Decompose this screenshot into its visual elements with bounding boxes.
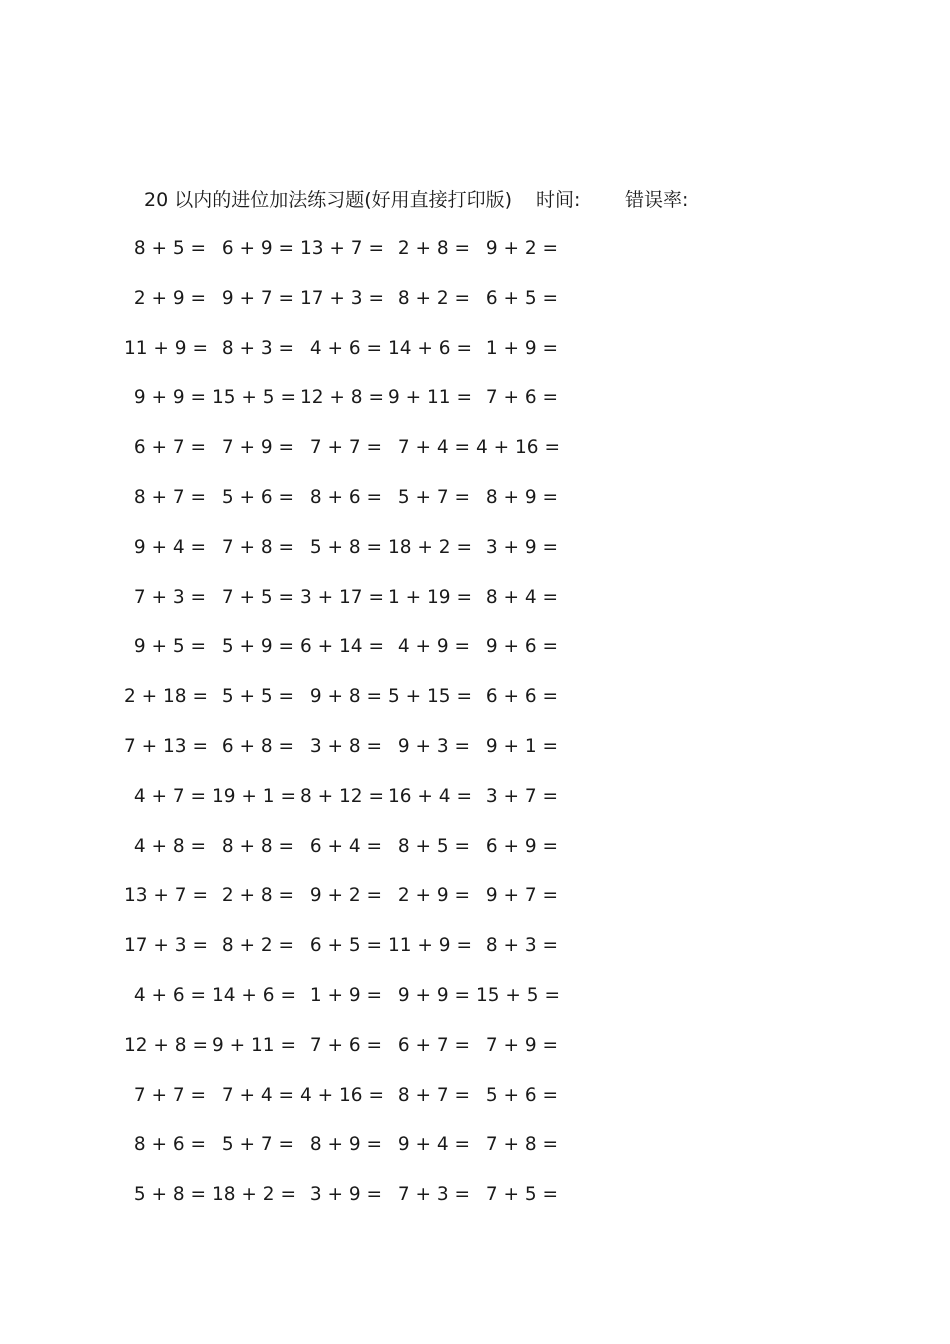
addition-problem: 5 + 7 = [221, 1134, 294, 1156]
addition-problem: 7 + 3 = [133, 586, 206, 608]
problem-row [133, 235, 604, 285]
addition-problem: 8 + 5 = [133, 238, 206, 259]
addition-problem: 12 + 8 = [124, 1034, 208, 1056]
addition-problem: 5 + 7 = [397, 486, 470, 508]
addition-problem: 4 + 9 = [397, 636, 470, 658]
addition-problem: 16 + 4 = [388, 785, 472, 807]
addition-problem: 4 + 6 = [133, 984, 206, 1006]
addition-problem: 7 + 3 = [397, 1184, 470, 1206]
addition-problem: 17 + 3 = [124, 935, 208, 957]
addition-problem: 9 + 11 = [212, 1034, 296, 1056]
addition-problem: 8 + 7 = [133, 486, 206, 508]
addition-problem: 9 + 6 = [485, 636, 558, 658]
problem-row [124, 683, 604, 733]
error-rate-label: 错误率: [625, 189, 689, 211]
addition-problem: 9 + 4 = [133, 536, 206, 558]
addition-problem: 6 + 9 = [485, 835, 558, 857]
problem-row [133, 1181, 604, 1231]
addition-problem: 9 + 1 = [485, 735, 558, 757]
addition-problem: 7 + 8 = [485, 1134, 558, 1156]
addition-problem: 8 + 4 = [485, 586, 558, 608]
addition-problem: 8 + 2 = [221, 935, 294, 957]
addition-problem: 9 + 2 = [309, 885, 382, 907]
addition-problem: 9 + 2 = [485, 238, 558, 259]
addition-problem: 4 + 16 = [476, 437, 560, 459]
addition-problem: 7 + 7 = [133, 1084, 206, 1106]
addition-problem: 2 + 8 = [397, 238, 470, 259]
problem-row [133, 434, 604, 484]
addition-problem: 12 + 8 = [300, 387, 384, 409]
worksheet-header [144, 186, 764, 214]
addition-problem: 15 + 5 = [476, 984, 560, 1006]
addition-problem: 5 + 15 = [388, 686, 472, 708]
problem-row [124, 335, 604, 385]
problem-row [133, 285, 604, 335]
addition-problem: 8 + 3 = [485, 935, 558, 957]
problem-row [133, 384, 604, 434]
addition-problem: 3 + 17 = [300, 586, 384, 608]
addition-problem: 7 + 5 = [221, 586, 294, 608]
addition-problem: 6 + 8 = [221, 735, 294, 757]
problem-row [124, 932, 604, 982]
addition-problem: 8 + 7 = [397, 1084, 470, 1106]
addition-problem: 4 + 8 = [133, 835, 206, 857]
addition-problem: 6 + 5 = [309, 935, 382, 957]
addition-problem: 7 + 9 = [221, 437, 294, 459]
addition-problem: 9 + 7 = [221, 287, 294, 309]
addition-problem: 5 + 5 = [221, 686, 294, 708]
addition-problem: 9 + 11 = [388, 387, 472, 409]
worksheet-title: 20 以内的进位加法练习题(好用直接打印版) [144, 189, 513, 211]
addition-problem: 18 + 2 = [388, 536, 472, 558]
addition-problem: 8 + 2 = [397, 287, 470, 309]
addition-problem: 19 + 1 = [212, 785, 296, 807]
addition-problem: 1 + 9 = [485, 337, 558, 359]
addition-problem: 5 + 8 = [309, 536, 382, 558]
addition-problem: 6 + 9 = [221, 238, 294, 259]
addition-problem: 18 + 2 = [212, 1184, 296, 1206]
addition-problem: 5 + 6 = [485, 1084, 558, 1106]
addition-problem: 8 + 8 = [221, 835, 294, 857]
addition-problem: 9 + 5 = [133, 636, 206, 658]
addition-problem: 3 + 8 = [309, 735, 382, 757]
addition-problem: 8 + 6 = [309, 486, 382, 508]
addition-problem: 1 + 19 = [388, 586, 472, 608]
addition-problem: 9 + 3 = [397, 735, 470, 757]
addition-problem: 7 + 9 = [485, 1034, 558, 1056]
addition-problem: 7 + 4 = [221, 1084, 294, 1106]
problem-row [124, 733, 604, 783]
addition-problem: 6 + 5 = [485, 287, 558, 309]
addition-problem: 13 + 7 = [124, 885, 208, 907]
addition-problem: 17 + 3 = [300, 287, 384, 309]
addition-problem: 14 + 6 = [388, 337, 472, 359]
addition-problem: 13 + 7 = [300, 238, 384, 259]
addition-problem: 7 + 8 = [221, 536, 294, 558]
addition-problem: 2 + 9 = [133, 287, 206, 309]
addition-problem: 9 + 7 = [485, 885, 558, 907]
addition-problem: 7 + 6 = [309, 1034, 382, 1056]
problem-row [124, 882, 604, 932]
problem-row [133, 982, 604, 1032]
problem-grid [124, 235, 604, 1231]
addition-problem: 9 + 9 = [397, 984, 470, 1006]
problem-row [133, 783, 604, 833]
addition-problem: 7 + 4 = [397, 437, 470, 459]
addition-problem: 5 + 8 = [133, 1184, 206, 1206]
addition-problem: 14 + 6 = [212, 984, 296, 1006]
addition-problem: 2 + 9 = [397, 885, 470, 907]
addition-problem: 6 + 7 = [397, 1034, 470, 1056]
addition-problem: 3 + 9 = [309, 1184, 382, 1206]
addition-problem: 8 + 3 = [221, 337, 294, 359]
addition-problem: 2 + 8 = [221, 885, 294, 907]
addition-problem: 7 + 13 = [124, 735, 208, 757]
addition-problem: 6 + 4 = [309, 835, 382, 857]
addition-problem: 8 + 9 = [309, 1134, 382, 1156]
addition-problem: 8 + 9 = [485, 486, 558, 508]
addition-problem: 5 + 9 = [221, 636, 294, 658]
problem-row [133, 484, 604, 534]
addition-problem: 7 + 7 = [309, 437, 382, 459]
problem-row [133, 833, 604, 883]
problem-row [133, 633, 604, 683]
time-label: 时间: [536, 189, 581, 211]
addition-problem: 2 + 18 = [124, 686, 208, 708]
addition-problem: 6 + 6 = [485, 686, 558, 708]
addition-problem: 1 + 9 = [309, 984, 382, 1006]
addition-problem: 4 + 7 = [133, 785, 206, 807]
addition-problem: 8 + 6 = [133, 1134, 206, 1156]
addition-problem: 7 + 6 = [485, 387, 558, 409]
problem-row [124, 1032, 604, 1082]
addition-problem: 11 + 9 = [388, 935, 472, 957]
addition-problem: 6 + 14 = [300, 636, 384, 658]
addition-problem: 6 + 7 = [133, 437, 206, 459]
addition-problem: 7 + 5 = [485, 1184, 558, 1206]
addition-problem: 8 + 5 = [397, 835, 470, 857]
addition-problem: 11 + 9 = [124, 337, 208, 359]
addition-problem: 3 + 7 = [485, 785, 558, 807]
problem-row [133, 1131, 604, 1181]
problem-row [133, 534, 604, 584]
addition-problem: 9 + 9 = [133, 387, 206, 409]
addition-problem: 9 + 4 = [397, 1134, 470, 1156]
addition-problem: 8 + 12 = [300, 785, 384, 807]
addition-problem: 9 + 8 = [309, 686, 382, 708]
problem-row [133, 584, 604, 634]
addition-problem: 3 + 9 = [485, 536, 558, 558]
addition-problem: 5 + 6 = [221, 486, 294, 508]
addition-problem: 15 + 5 = [212, 387, 296, 409]
addition-problem: 4 + 6 = [309, 337, 382, 359]
addition-problem: 4 + 16 = [300, 1084, 384, 1106]
problem-row [133, 1082, 604, 1132]
